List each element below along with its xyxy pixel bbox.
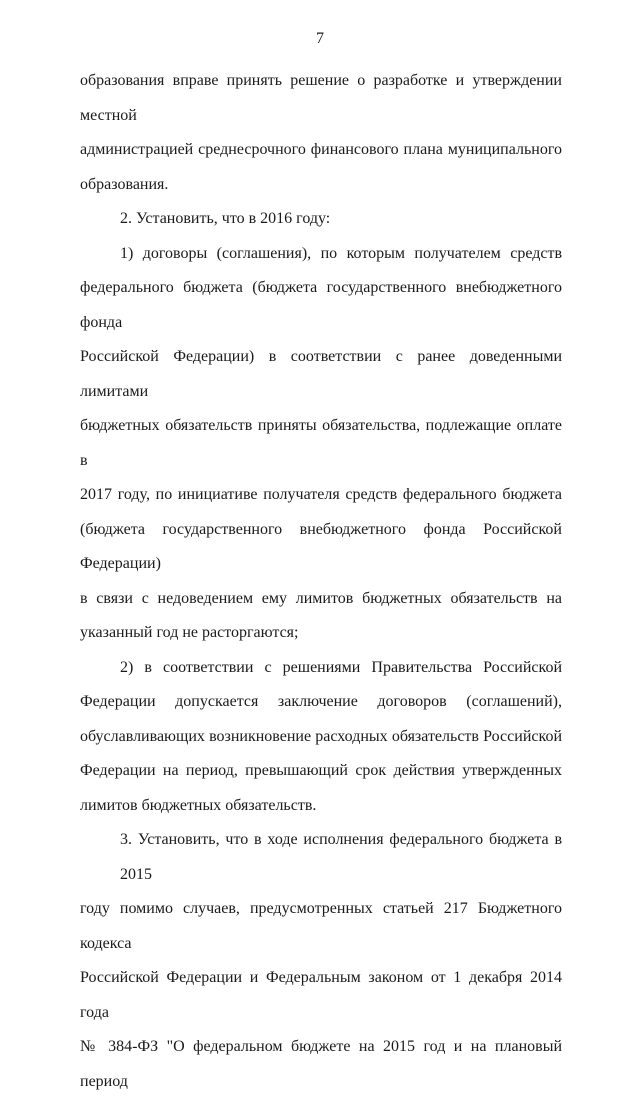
- text-line: 2) в соответствии с решениями Правительства Российской: [120, 658, 562, 676]
- text-line: 2. Установить, что в 2016 году:: [120, 210, 331, 227]
- text-line: Федерации на период, превышающий срок действия утвержденных: [80, 762, 562, 779]
- paragraph-subitem-2: [80, 651, 562, 824]
- document-body: [80, 64, 562, 1099]
- text-line: Российской Федерации и Федеральным законом от 1 декабря 2014 года: [80, 969, 562, 1021]
- page-number: 7: [316, 30, 324, 47]
- text-line: 1) договоры (соглашения), по которым получателем средств: [120, 244, 562, 262]
- text-line: году помимо случаев, предусмотренных статьей 217 Бюджетного кодекса: [80, 900, 562, 952]
- text-line: бюджетных обязательств приняты обязательства, подлежащие оплате в: [80, 417, 562, 469]
- text-line: лимитов бюджетных обязательств.: [80, 796, 317, 814]
- paragraph-subitem-1: [80, 237, 562, 651]
- text-line: администрацией среднесрочного финансового плана муниципального: [80, 141, 562, 158]
- text-line: федерального бюджета (бюджета государственного внебюджетного фонда: [80, 279, 562, 331]
- text-line: в связи с недоведением ему лимитов бюджетных обязательств на: [80, 589, 562, 607]
- text-line: № 384-ФЗ "О федеральном бюджете на 2015 год и на плановый период: [80, 1038, 562, 1090]
- text-line: 2017 году, по инициативе получателя средств федерального бюджета: [80, 486, 562, 503]
- paragraph-continuation: [80, 64, 562, 202]
- paragraph-item-2: [80, 202, 562, 237]
- text-line: указанный год не расторгаются;: [80, 624, 299, 641]
- paragraph-item-3: [80, 823, 562, 1099]
- text-line: образования.: [80, 175, 169, 193]
- text-line: образования вправе принять решение о разработке и утверждении местной: [80, 72, 562, 124]
- text-line: обуславливающих возникновение расходных обязательств Российской: [80, 727, 562, 745]
- text-line: Федерации допускается заключение договоров (соглашений),: [80, 693, 562, 710]
- text-line: Российской Федерации) в соответствии с ранее доведенными лимитами: [80, 348, 562, 400]
- text-line: (бюджета государственного внебюджетного фонда Российской Федерации): [80, 520, 562, 572]
- text-line: 3. Установить, что в ходе исполнения федерального бюджета в 2015: [120, 831, 562, 883]
